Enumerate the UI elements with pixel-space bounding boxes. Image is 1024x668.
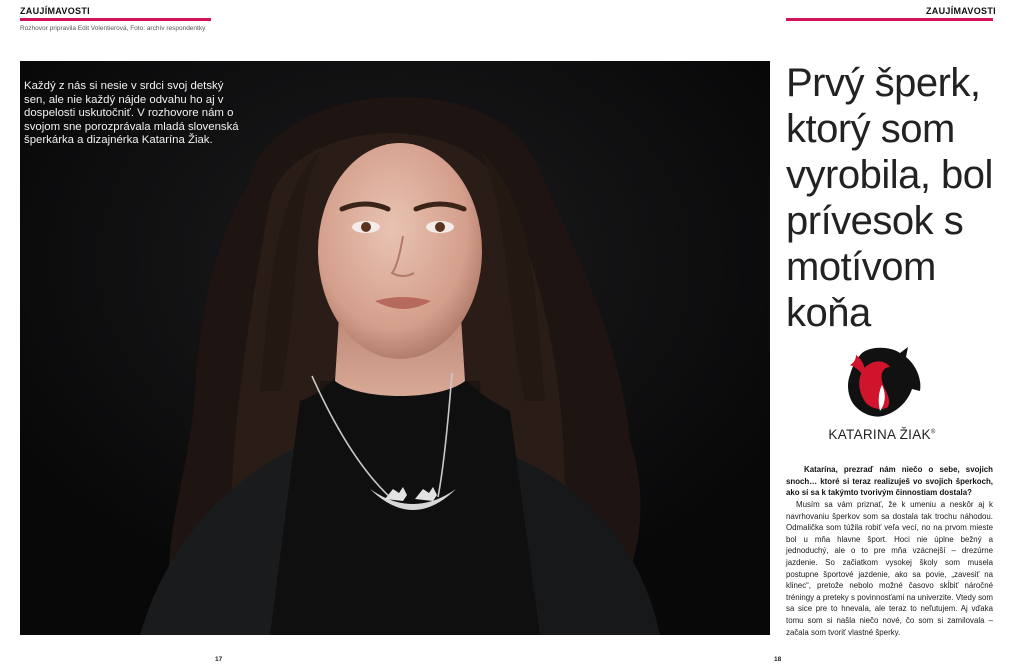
interview-question <box>786 464 993 499</box>
interview-answer <box>786 499 993 638</box>
section-rule-right <box>786 18 993 21</box>
interview-answer-text: Musím sa vám priznať, že k umeniu a neskôr aj k navrhovaniu šperkov som sa dostala tak trochu náhodou. Odmalička som túžila robiť veľa vecí, no na prvom mieste bol u mňa hlavne šport. Hoci nie úplne bežný a jednoduchý, ale o to pre mňa vzácnejší – drezúrne jazdenie. So začiatkom vysokej školy som musela postupne športové jazdenie, ako sa povie, „zavesiť na klinec“, pretože nebolo možné časovo skĺbiť náročné tréningy a preteky s povinnosťami na univerzite. Vtedy som sa sice pre to hnevala, ale teraz to neľutujem. Aj vďaka tomu som si našla niečo nové, čo som si zamilovala – začala som tvoriť vlastné šperky. <box>786 500 993 637</box>
section-rule-left <box>20 18 211 21</box>
page-number-left: 17 <box>215 656 223 663</box>
brand-name-text: KATARINA ŽIAK <box>828 427 931 442</box>
registered-mark: ® <box>930 429 936 436</box>
interview-question-text: Katarína, prezraď nám niečo o sebe, svojich snoch… ktoré si teraz realizuješ vo svojich šperkoch, ako si sa k takýmto tvorivým činnostiam dostala? <box>786 465 993 498</box>
photo-credit: Rozhovor pripravila Edit Volentierová, Foto: archív respondentky <box>20 25 206 32</box>
brand-name <box>822 427 942 442</box>
page-number-right: 18 <box>774 656 782 663</box>
section-label-right: ZAUJÍMAVOSTI <box>926 6 996 16</box>
intro-paragraph: Každý z nás si nesie v srdci svoj detský sen, ale nie každý nájde odvahu ho aj v dospelosti uskutočniť. V rozhovore nám o svojom sne porozprávala mladá slovenská šperkárka a dizajnérka Katarína Žiak. <box>24 80 239 147</box>
section-label-left: ZAUJÍMAVOSTI <box>20 6 90 16</box>
article-headline: Prvý šperk, ktorý som vyrobila, bol prívesok s motívom koňa <box>786 61 993 335</box>
horse-logo-icon <box>842 345 924 423</box>
